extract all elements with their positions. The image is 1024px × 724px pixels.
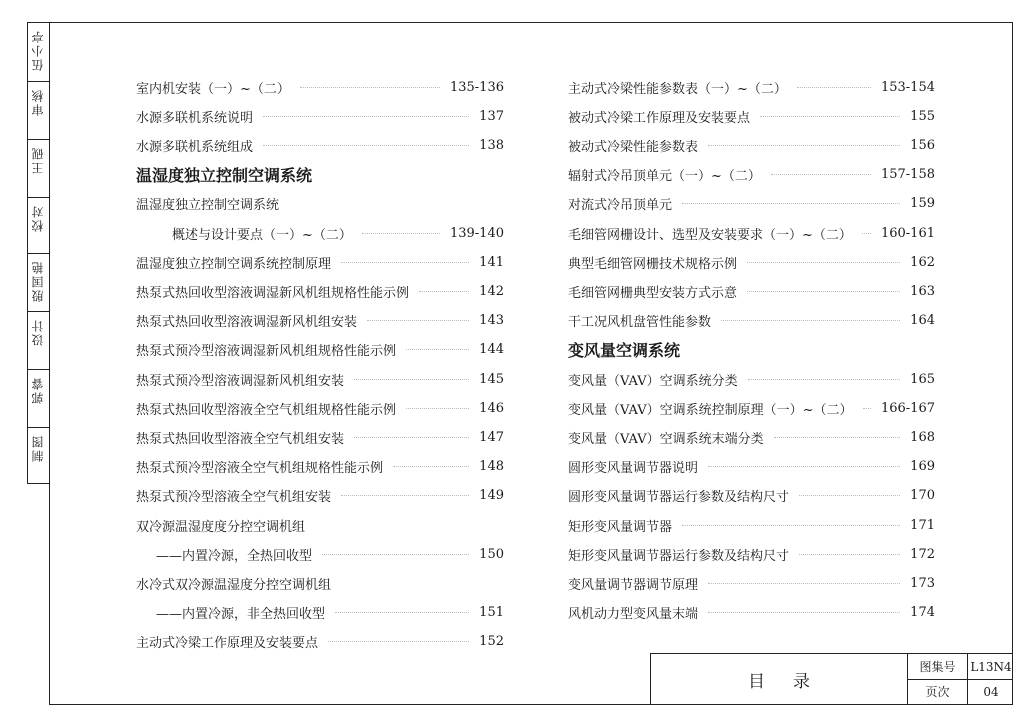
strip-cell-5 <box>28 253 49 311</box>
toc-entry <box>136 132 504 158</box>
toc-entry-page: 159 <box>910 196 935 212</box>
dot-leader <box>354 379 469 380</box>
dot-leader <box>300 87 440 88</box>
toc-entry-title: 被动式冷梁性能参数表 <box>568 136 704 155</box>
toc-entry-page: 156 <box>910 137 935 153</box>
toc-entry-page: 168 <box>910 429 935 445</box>
dot-leader <box>721 320 900 321</box>
toc-entry-title: 变风量（VAV）空调系统末端分类 <box>568 428 770 447</box>
dot-leader <box>797 87 871 88</box>
dot-leader <box>799 554 900 555</box>
toc-entry-title: 温湿度独立控制空调系统 <box>136 194 285 213</box>
toc-entry-page: 155 <box>910 108 935 124</box>
strip-cell-7 <box>28 369 49 427</box>
signature-strip <box>27 22 50 484</box>
toc-entry-title: 热泵式热回收型溶液调湿新风机组规格性能示例 <box>136 282 415 301</box>
toc-entry-title: 水冷式双冷源温湿度分控空调机组 <box>136 574 337 593</box>
toc-entry <box>568 483 935 509</box>
toc-entry-page: 152 <box>479 634 504 650</box>
dot-leader <box>771 174 871 175</box>
toc-entry-page: 146 <box>479 400 504 416</box>
toc-entry-title: 概述与设计要点（一）~（二） <box>172 224 358 243</box>
toc-entry <box>568 220 935 246</box>
toc-entry-page: 171 <box>910 517 935 533</box>
toc-entry-title: 水源多联机系统组成 <box>136 136 259 155</box>
section-heading <box>568 337 935 363</box>
strip-label: 伍小亭 <box>31 29 45 71</box>
strip-label: 审核 <box>31 88 45 116</box>
title-block-divider <box>907 679 1013 680</box>
toc-entry-title: 热泵式热回收型溶液调湿新风机组安装 <box>136 311 363 330</box>
strip-cell-8 <box>28 427 49 483</box>
toc-entry-title: 典型毛细管网栅技术规格示例 <box>568 253 743 272</box>
dot-leader <box>328 641 469 642</box>
toc-entry <box>136 629 504 655</box>
toc-entry-page: 170 <box>910 488 935 504</box>
dot-leader <box>367 320 469 321</box>
strip-label: 王砚 <box>31 146 45 174</box>
toc-entry-page: 143 <box>479 313 504 329</box>
toc-entry <box>136 74 504 100</box>
toc-entry-page: 135-136 <box>449 79 504 95</box>
toc-entry-page: 174 <box>910 605 935 621</box>
strip-cell-4 <box>28 197 49 253</box>
toc-entry <box>568 132 935 158</box>
toc-entry <box>156 541 504 567</box>
toc-entry <box>136 103 504 129</box>
dot-leader <box>863 408 871 409</box>
toc-entry <box>568 512 935 538</box>
page-label: 页次 <box>907 679 967 704</box>
toc-entry-page: 163 <box>910 283 935 299</box>
toc-entry-title: 热泵式热回收型溶液全空气机组规格性能示例 <box>136 399 402 418</box>
toc-entry <box>568 278 935 304</box>
dot-leader <box>708 466 900 467</box>
toc-entry <box>136 424 504 450</box>
toc-entry-page: 160-161 <box>880 225 935 241</box>
dot-leader <box>862 233 871 234</box>
atlas-number: L13N4 <box>967 654 1014 679</box>
toc-entry-title: 热泵式预冷型溶液全空气机组安装 <box>136 486 337 505</box>
sheet-title: 目录 <box>748 671 838 692</box>
dot-leader <box>354 437 469 438</box>
toc-entry-title: ——内置冷源，非全热回收型 <box>156 603 331 622</box>
toc-entry-title: ——内置冷源，全热回收型 <box>156 545 318 564</box>
toc-entry-page: 139-140 <box>449 225 504 241</box>
toc-entry <box>136 278 504 304</box>
dot-leader <box>335 612 469 613</box>
atlas-label: 图集号 <box>907 654 967 679</box>
toc-entry-page: 149 <box>479 488 504 504</box>
dot-leader <box>406 408 469 409</box>
toc-entry <box>568 541 935 567</box>
toc-entry-title: 水源多联机系统说明 <box>136 107 259 126</box>
dot-leader <box>708 583 900 584</box>
toc-entry-title: 主动式冷梁性能参数表（一）~（二） <box>568 78 793 97</box>
toc-entry-title: 矩形变风量调节器 <box>568 516 678 535</box>
toc-entry <box>568 249 935 275</box>
toc-entry-page: 166-167 <box>880 400 935 416</box>
dot-leader <box>263 145 469 146</box>
toc-entry-page: 142 <box>479 283 504 299</box>
toc-entry-title: 矩形变风量调节器运行参数及结构尺寸 <box>568 545 795 564</box>
toc-entry-title: 对流式冷吊顶单元 <box>568 194 678 213</box>
toc-entry-page: 150 <box>479 546 504 562</box>
dot-leader <box>362 233 440 234</box>
dot-leader <box>708 145 900 146</box>
dot-leader <box>708 612 900 613</box>
toc-entry <box>136 454 504 480</box>
section-heading <box>136 162 504 188</box>
dot-leader <box>263 116 469 117</box>
toc-entry-title: 变风量（VAV）空调系统控制原理（一）~（二） <box>568 399 859 418</box>
toc-entry-page: 138 <box>479 137 504 153</box>
toc-entry-page: 169 <box>910 459 935 475</box>
toc-entry <box>568 366 935 392</box>
toc-entry-title: 温湿度独立控制空调系统控制原理 <box>136 253 337 272</box>
dot-leader <box>760 116 900 117</box>
toc-entry <box>568 454 935 480</box>
strip-cell-6 <box>28 311 49 369</box>
toc-entry <box>568 103 935 129</box>
strip-label: 设计 <box>31 318 45 346</box>
toc-entry-page: 165 <box>910 371 935 387</box>
dot-leader <box>322 554 469 555</box>
toc-entry-page: 173 <box>910 575 935 591</box>
toc-entry-title: 风机动力型变风量末端 <box>568 603 704 622</box>
toc-entry <box>568 395 935 421</box>
toc-entry-title: 毛细管网栅设计、选型及安装要求（一）~（二） <box>568 224 858 243</box>
toc-entry-page: 153-154 <box>880 79 935 95</box>
toc-entry-title: 干工况风机盘管性能参数 <box>568 311 717 330</box>
toc-entry-title: 温湿度独立控制空调系统 <box>136 163 318 186</box>
dot-leader <box>747 262 900 263</box>
toc-entry-page: 137 <box>479 108 504 124</box>
toc-entry-page: 145 <box>479 371 504 387</box>
strip-cell-3 <box>28 139 49 197</box>
strip-label: 校对 <box>31 204 45 232</box>
toc-entry-page: 151 <box>479 605 504 621</box>
toc-entry <box>136 395 504 421</box>
toc-entry <box>156 600 504 626</box>
toc-entry-page: 172 <box>910 546 935 562</box>
toc-entry <box>568 162 935 188</box>
toc-entry-title: 辐射式冷吊顶单元（一）~（二） <box>568 165 767 184</box>
strip-cell-2 <box>28 81 49 139</box>
toc-entry-title: 圆形变风量调节器说明 <box>568 457 704 476</box>
toc-entry <box>136 249 504 275</box>
toc-entry-title: 热泵式预冷型溶液调湿新风机组安装 <box>136 370 350 389</box>
toc-entry-page: 148 <box>479 459 504 475</box>
toc-entry-title: 主动式冷梁工作原理及安装要点 <box>136 632 324 651</box>
dot-leader <box>747 291 900 292</box>
dot-leader <box>341 495 469 496</box>
dot-leader <box>406 349 469 350</box>
strip-label: 郭睿 <box>31 376 45 404</box>
toc-entry-title: 室内机安装（一）~（二） <box>136 78 296 97</box>
toc-entry <box>136 366 504 392</box>
toc-entry <box>568 308 935 334</box>
toc-entry-page: 141 <box>479 254 504 270</box>
toc-entry-page: 144 <box>479 342 504 358</box>
toc-entry-title: 热泵式预冷型溶液调湿新风机组规格性能示例 <box>136 340 402 359</box>
dot-leader <box>682 203 900 204</box>
toc-entry-page: 162 <box>910 254 935 270</box>
toc-entry <box>568 74 935 100</box>
page-number: 04 <box>967 679 1014 704</box>
toc-entry <box>568 424 935 450</box>
dot-leader <box>393 466 469 467</box>
toc-entry-title: 被动式冷梁工作原理及安装要点 <box>568 107 756 126</box>
toc-entry <box>136 308 504 334</box>
toc-entry-title: 变风量调节器调节原理 <box>568 574 704 593</box>
toc-entry <box>136 570 504 596</box>
strip-cell-1 <box>28 23 49 81</box>
toc-entry <box>136 512 504 538</box>
toc-entry-page: 157-158 <box>880 167 935 183</box>
dot-leader <box>774 437 901 438</box>
toc-entry-title: 变风量空调系统 <box>568 338 686 361</box>
toc-entry-page: 164 <box>910 313 935 329</box>
title-block <box>650 653 1013 705</box>
strip-label: 制图 <box>31 434 45 462</box>
dot-leader <box>799 495 900 496</box>
dot-leader <box>341 262 469 263</box>
toc-entry-page: 147 <box>479 429 504 445</box>
toc-entry-title: 圆形变风量调节器运行参数及结构尺寸 <box>568 486 795 505</box>
dot-leader <box>682 525 900 526</box>
toc-entry <box>172 220 504 246</box>
toc-entry <box>136 337 504 363</box>
dot-leader <box>748 379 901 380</box>
dot-leader <box>419 291 469 292</box>
toc-entry-title: 毛细管网栅典型安装方式示意 <box>568 282 743 301</box>
strip-label: 殷国艳 <box>31 260 45 302</box>
toc-entry-title: 双冷源温湿度度分控空调机组 <box>136 516 311 535</box>
toc-entry <box>568 570 935 596</box>
toc-entry <box>136 483 504 509</box>
toc-entry <box>568 191 935 217</box>
toc-entry-title: 热泵式预冷型溶液全空气机组规格性能示例 <box>136 457 389 476</box>
toc-entry <box>136 191 504 217</box>
toc-entry-title: 变风量（VAV）空调系统分类 <box>568 370 744 389</box>
toc-entry <box>568 600 935 626</box>
toc-entry-title: 热泵式热回收型溶液全空气机组安装 <box>136 428 350 447</box>
